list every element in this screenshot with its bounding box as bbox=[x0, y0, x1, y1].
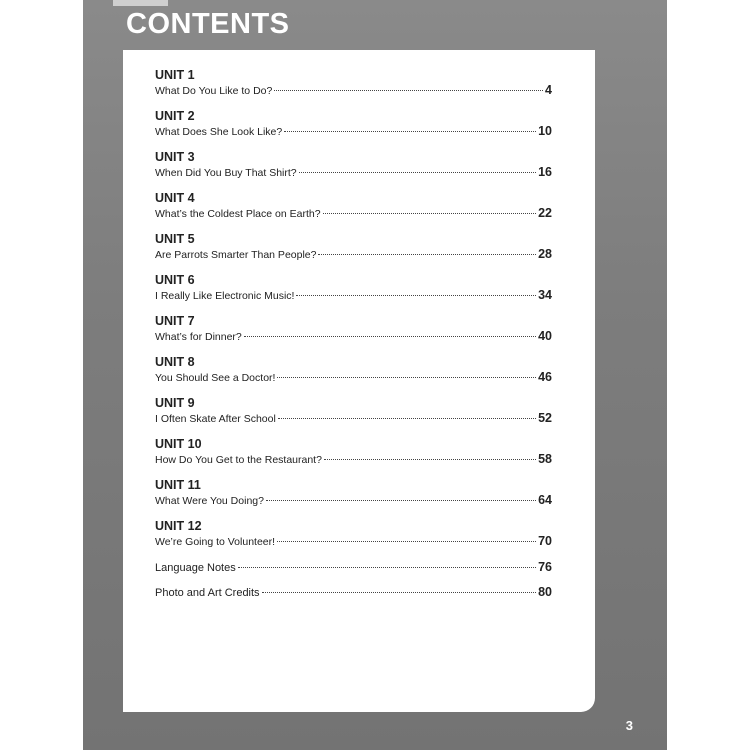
toc-entry-unit-5[interactable] bbox=[155, 232, 552, 273]
unit-label: UNIT 12 bbox=[155, 519, 202, 533]
dot-leader bbox=[274, 90, 543, 91]
unit-label: UNIT 3 bbox=[155, 150, 195, 164]
dot-leader bbox=[244, 336, 536, 337]
section-title: Language Notes bbox=[155, 562, 236, 574]
unit-label: UNIT 1 bbox=[155, 68, 195, 82]
page-ref: 52 bbox=[538, 411, 552, 425]
dot-leader bbox=[324, 459, 536, 460]
page-ref: 22 bbox=[538, 206, 552, 220]
toc-entry-language-notes[interactable] bbox=[155, 560, 552, 585]
top-strip bbox=[113, 0, 168, 6]
page-ref: 46 bbox=[538, 370, 552, 384]
dot-leader bbox=[277, 377, 536, 378]
dot-leader bbox=[266, 500, 536, 501]
contents-card bbox=[123, 50, 595, 712]
page-ref: 76 bbox=[538, 560, 552, 574]
dot-leader bbox=[278, 418, 536, 419]
dot-leader bbox=[318, 254, 536, 255]
unit-title: I Often Skate After School bbox=[155, 413, 276, 425]
unit-title: What’s the Coldest Place on Earth? bbox=[155, 208, 321, 220]
toc-entry-unit-10[interactable] bbox=[155, 437, 552, 478]
dot-leader bbox=[323, 213, 537, 214]
toc-entry-unit-2[interactable] bbox=[155, 109, 552, 150]
unit-label: UNIT 2 bbox=[155, 109, 195, 123]
page-ref: 4 bbox=[545, 83, 552, 97]
unit-label: UNIT 6 bbox=[155, 273, 195, 287]
unit-title: You Should See a Doctor! bbox=[155, 372, 276, 384]
unit-title: How Do You Get to the Restaurant? bbox=[155, 454, 322, 466]
dot-leader bbox=[284, 131, 536, 132]
unit-label: UNIT 11 bbox=[155, 478, 201, 492]
unit-label: UNIT 8 bbox=[155, 355, 195, 369]
toc-entry-unit-3[interactable] bbox=[155, 150, 552, 191]
page-ref: 58 bbox=[538, 452, 552, 466]
page-number: 3 bbox=[625, 718, 633, 733]
toc-entry-unit-11[interactable] bbox=[155, 478, 552, 519]
toc-entry-unit-1[interactable] bbox=[155, 68, 552, 109]
toc-entry-unit-7[interactable] bbox=[155, 314, 552, 355]
table-of-contents bbox=[155, 68, 552, 610]
unit-label: UNIT 7 bbox=[155, 314, 195, 328]
toc-entry-unit-4[interactable] bbox=[155, 191, 552, 232]
page-ref: 34 bbox=[538, 288, 552, 302]
unit-title: We’re Going to Volunteer! bbox=[155, 536, 276, 548]
dot-leader bbox=[299, 172, 536, 173]
unit-label: UNIT 4 bbox=[155, 191, 195, 205]
unit-title: What’s for Dinner? bbox=[155, 331, 242, 343]
unit-label: UNIT 9 bbox=[155, 396, 195, 410]
dot-leader bbox=[277, 541, 536, 542]
toc-entry-unit-8[interactable] bbox=[155, 355, 552, 396]
toc-entry-unit-6[interactable] bbox=[155, 273, 552, 314]
contents-title: CONTENTS bbox=[126, 8, 290, 40]
unit-title: I Really Like Electronic Music! bbox=[155, 290, 295, 302]
unit-title: What Do You Like to Do? bbox=[155, 85, 273, 97]
page-ref: 28 bbox=[538, 247, 552, 261]
page-ref: 10 bbox=[538, 124, 552, 138]
unit-label: UNIT 10 bbox=[155, 437, 202, 451]
section-title: Photo and Art Credits bbox=[155, 587, 260, 599]
unit-title: Are Parrots Smarter Than People? bbox=[155, 249, 317, 261]
page-ref: 16 bbox=[538, 165, 552, 179]
page-ref: 70 bbox=[538, 534, 552, 548]
toc-entry-unit-12[interactable] bbox=[155, 519, 552, 560]
dot-leader bbox=[262, 592, 537, 593]
toc-entry-unit-9[interactable] bbox=[155, 396, 552, 437]
unit-label: UNIT 5 bbox=[155, 232, 195, 246]
page-ref: 40 bbox=[538, 329, 552, 343]
book-page bbox=[83, 0, 667, 750]
toc-entry-photo-credits[interactable] bbox=[155, 585, 552, 610]
page-ref: 80 bbox=[538, 585, 552, 599]
unit-title: What Were You Doing? bbox=[155, 495, 264, 507]
page-ref: 64 bbox=[538, 493, 552, 507]
dot-leader bbox=[238, 567, 536, 568]
dot-leader bbox=[296, 295, 536, 296]
unit-title: What Does She Look Like? bbox=[155, 126, 283, 138]
unit-title: When Did You Buy That Shirt? bbox=[155, 167, 297, 179]
